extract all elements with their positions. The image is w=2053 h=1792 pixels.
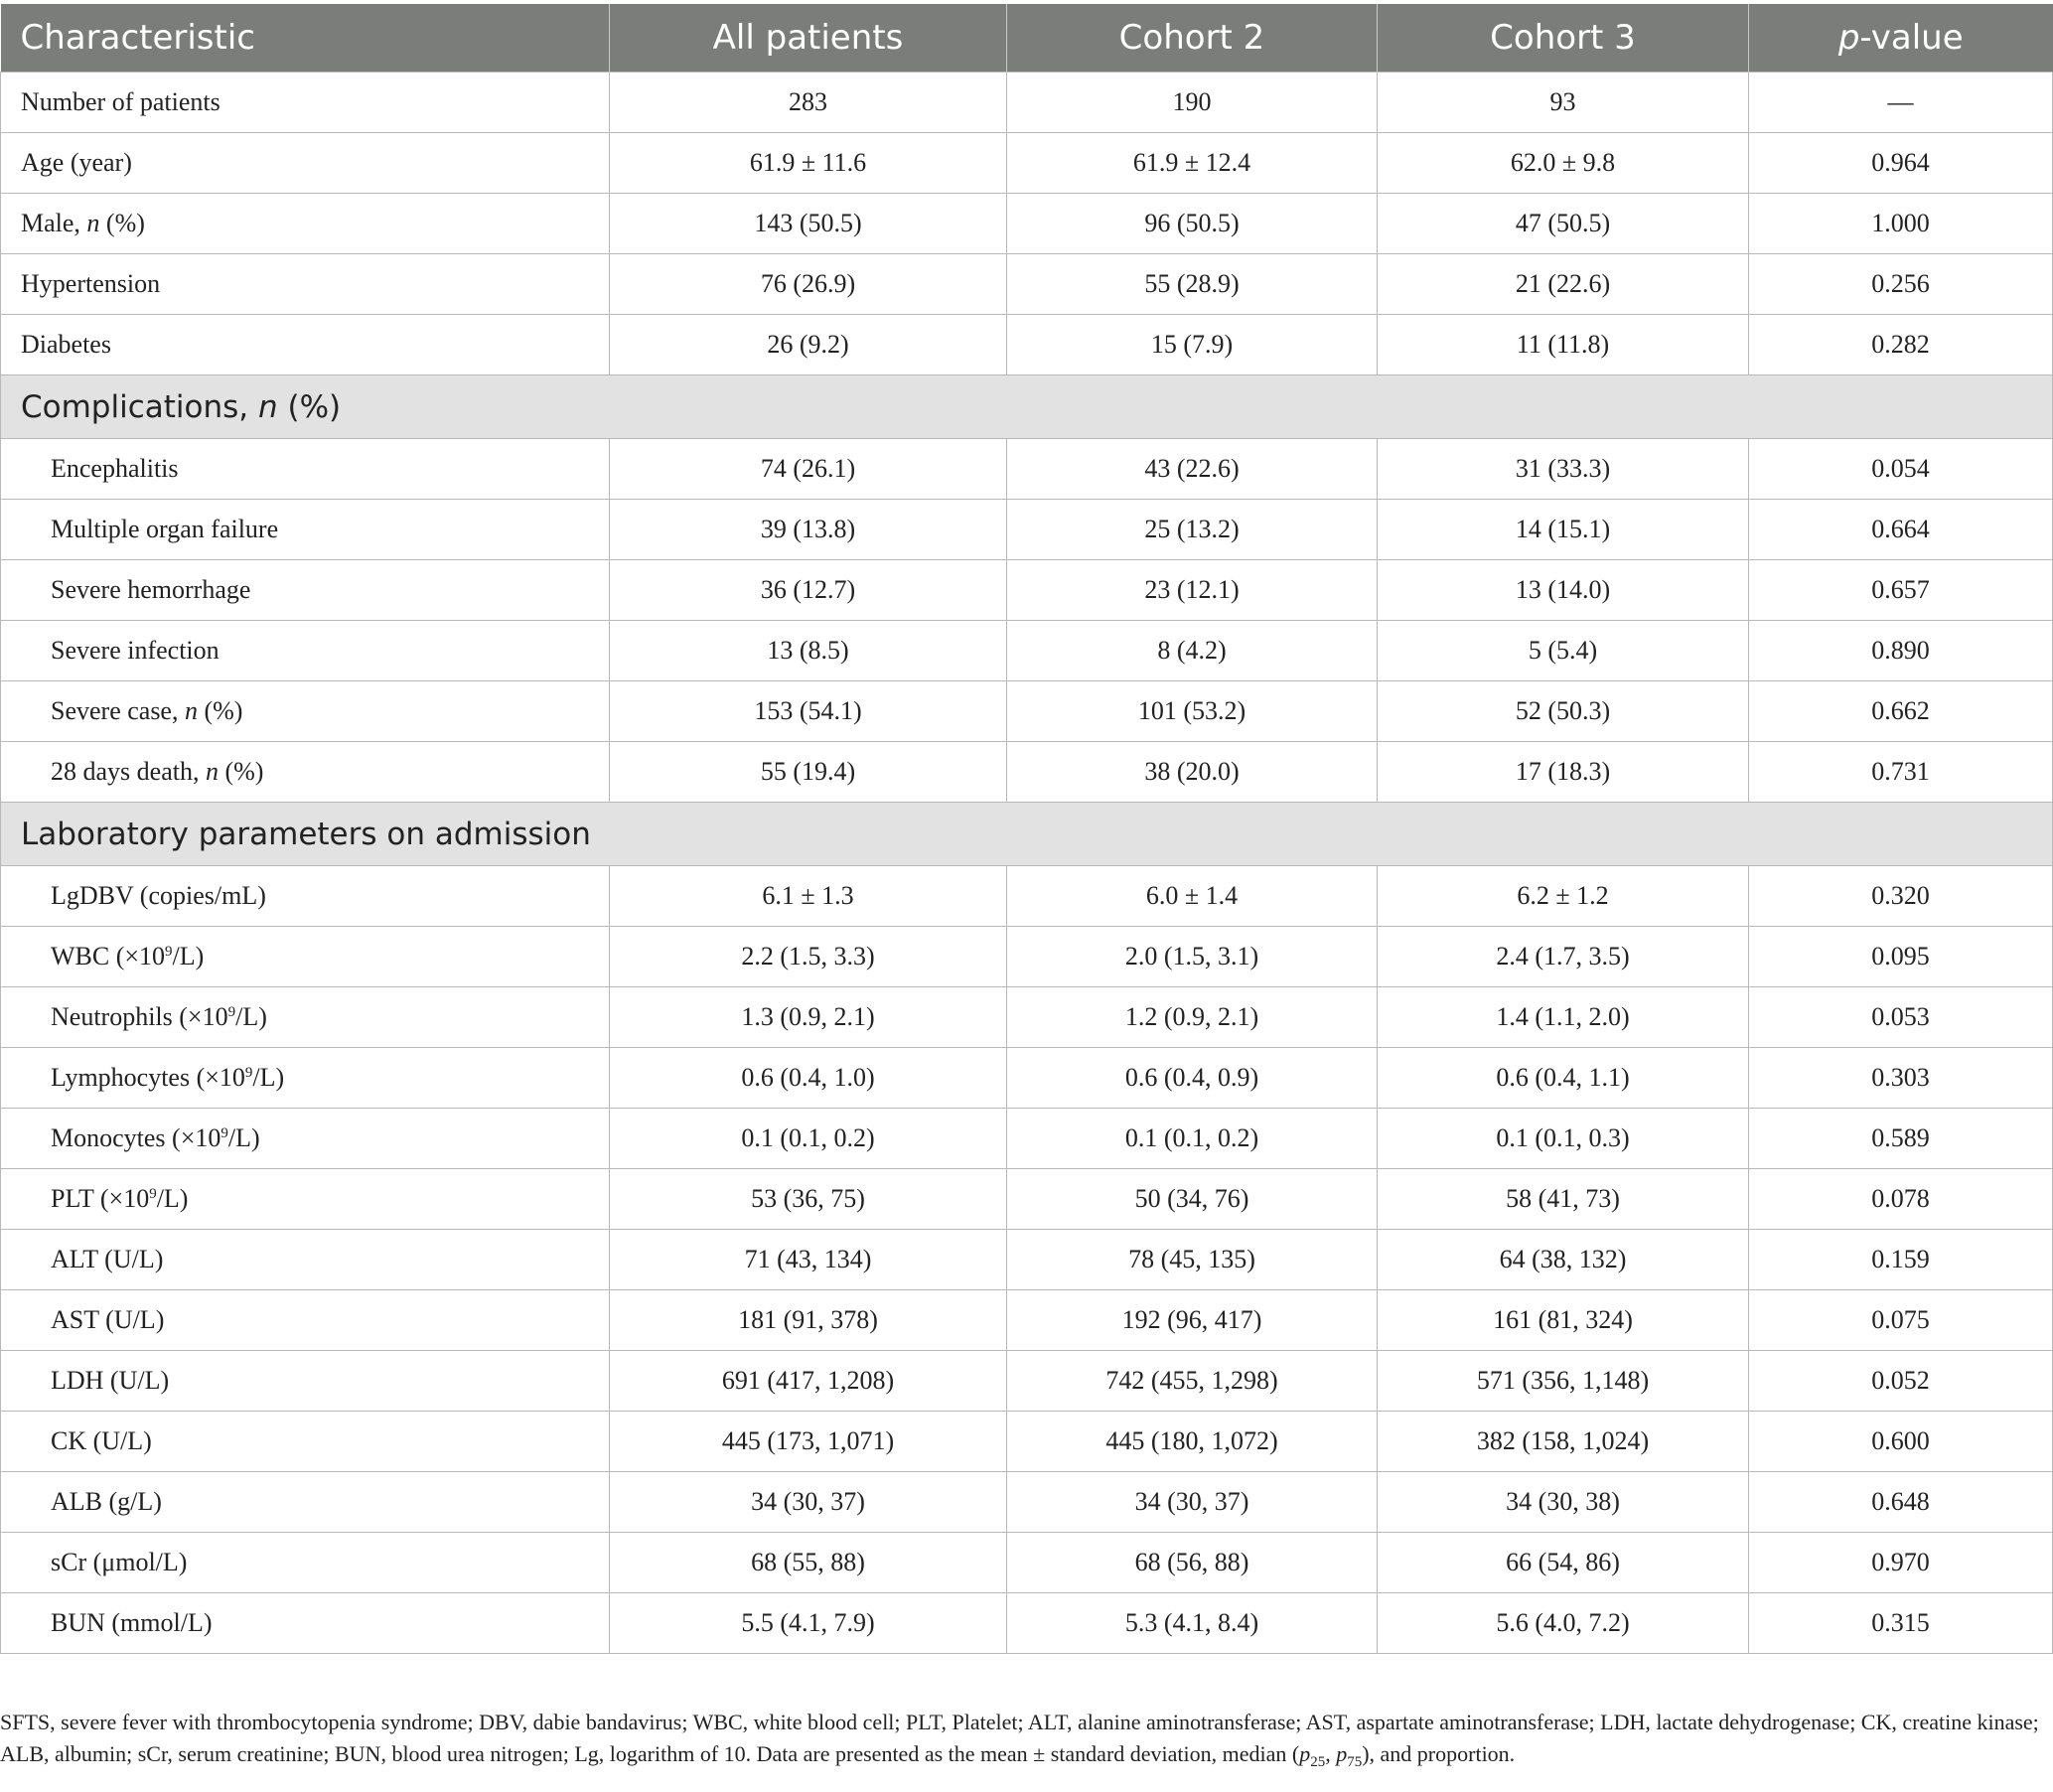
cell-all-patients: 76 (26.9)	[610, 254, 1007, 315]
cell-p-value: 0.589	[1749, 1109, 2053, 1169]
table-row	[1, 1412, 2053, 1472]
row-label	[1, 1412, 610, 1472]
table-row	[1, 621, 2053, 681]
row-label-suffix: (%)	[218, 757, 264, 786]
cell-p-value: 0.075	[1749, 1290, 2053, 1351]
row-label	[1, 1593, 610, 1654]
row-label-italic: n	[205, 757, 219, 786]
cell-cohort-2: 190	[1007, 73, 1378, 133]
cell-cohort-3: 47 (50.5)	[1378, 194, 1749, 254]
cell-all-patients: 71 (43, 134)	[610, 1230, 1007, 1290]
cell-cohort-3: 0.1 (0.1, 0.3)	[1378, 1109, 1749, 1169]
cell-cohort-3: 1.4 (1.1, 2.0)	[1378, 987, 1749, 1048]
row-label-text: Severe case,	[51, 696, 185, 725]
table-row	[1, 1230, 2053, 1290]
cell-cohort-2: 43 (22.6)	[1007, 439, 1378, 500]
row-label	[1, 439, 610, 500]
row-label-text: Multiple organ failure	[51, 515, 279, 543]
table-footnote	[0, 1707, 2046, 1770]
cell-p-value: —	[1749, 73, 2053, 133]
cell-cohort-3: 34 (30, 38)	[1378, 1472, 1749, 1533]
cell-cohort-3: 5 (5.4)	[1378, 621, 1749, 681]
cell-p-value: 0.662	[1749, 681, 2053, 742]
row-label-text: AST (U/L)	[51, 1305, 165, 1334]
cell-cohort-2: 5.3 (4.1, 8.4)	[1007, 1593, 1378, 1654]
cell-cohort-2: 38 (20.0)	[1007, 742, 1378, 803]
cell-cohort-2: 1.2 (0.9, 2.1)	[1007, 987, 1378, 1048]
table-row	[1, 500, 2053, 560]
cell-all-patients: 74 (26.1)	[610, 439, 1007, 500]
cell-cohort-3: 6.2 ± 1.2	[1378, 866, 1749, 927]
row-label-italic: n	[86, 209, 100, 237]
cell-cohort-3: 13 (14.0)	[1378, 560, 1749, 621]
row-label	[1, 1230, 610, 1290]
cell-cohort-3: 0.6 (0.4, 1.1)	[1378, 1048, 1749, 1109]
cell-all-patients: 5.5 (4.1, 7.9)	[610, 1593, 1007, 1654]
cell-all-patients: 1.3 (0.9, 2.1)	[610, 987, 1007, 1048]
cell-cohort-3: 382 (158, 1,024)	[1378, 1412, 1749, 1472]
cell-p-value: 0.282	[1749, 315, 2053, 375]
row-label-text: Neutrophils (×10	[51, 1002, 228, 1031]
characteristics-table	[0, 4, 2053, 1654]
row-label	[1, 1472, 610, 1533]
footnote-main: SFTS, severe fever with thrombocytopenia syndrome; DBV, dabie bandavirus; WBC, white blood cell; PLT, Platelet; ALT, alanine aminotransferase; AST, aspartate aminotransferase; LDH, lactate dehydrogenase; CK, creatine kinase; ALB, albumin; sCr, serum creatinine; BUN, blood urea nitrogen; Lg, logarithm of 10. Data are presented as the mean ± standard deviation, median (	[0, 1710, 2039, 1766]
section-row	[1, 803, 2053, 866]
row-label	[1, 1169, 610, 1230]
footnote-p75-symbol: p	[1336, 1741, 1348, 1766]
header-characteristic: Characteristic	[1, 4, 610, 73]
cell-p-value: 0.320	[1749, 866, 2053, 927]
footnote-sep: ,	[1325, 1741, 1337, 1766]
cell-all-patients: 283	[610, 73, 1007, 133]
cell-all-patients: 53 (36, 75)	[610, 1169, 1007, 1230]
cell-p-value: 0.315	[1749, 1593, 2053, 1654]
row-label-text: sCr (μmol/L)	[51, 1548, 188, 1576]
row-label-text: LgDBV (copies/mL)	[51, 881, 266, 910]
row-label	[1, 621, 610, 681]
cell-all-patients: 0.6 (0.4, 1.0)	[610, 1048, 1007, 1109]
section-complications-suffix: (%)	[277, 388, 342, 425]
row-label-text: Diabetes	[21, 330, 111, 359]
row-label	[1, 742, 610, 803]
cell-cohort-3: 11 (11.8)	[1378, 315, 1749, 375]
row-label	[1, 681, 610, 742]
cell-p-value: 0.078	[1749, 1169, 2053, 1230]
row-label-text: BUN (mmol/L)	[51, 1608, 213, 1637]
row-label	[1, 1109, 610, 1169]
cell-all-patients: 61.9 ± 11.6	[610, 133, 1007, 194]
row-label	[1, 866, 610, 927]
table-row	[1, 1169, 2053, 1230]
table-row	[1, 1351, 2053, 1412]
cell-cohort-2: 61.9 ± 12.4	[1007, 133, 1378, 194]
cell-cohort-2: 15 (7.9)	[1007, 315, 1378, 375]
table-row	[1, 1290, 2053, 1351]
table-row	[1, 866, 2053, 927]
footnote-p75-sub: 75	[1347, 1754, 1363, 1770]
row-label-suffix: /L)	[235, 1002, 267, 1031]
section-complications-text: Complications,	[21, 388, 258, 425]
table-row	[1, 681, 2053, 742]
row-label-text: Encephalitis	[51, 454, 179, 483]
row-label	[1, 1533, 610, 1593]
row-label-text: Male,	[21, 209, 87, 237]
cell-p-value: 0.303	[1749, 1048, 2053, 1109]
cell-p-value: 0.970	[1749, 1533, 2053, 1593]
cell-cohort-2: 0.1 (0.1, 0.2)	[1007, 1109, 1378, 1169]
cell-cohort-3: 31 (33.3)	[1378, 439, 1749, 500]
row-label-superscript: 9	[165, 944, 173, 960]
cell-cohort-3: 161 (81, 324)	[1378, 1290, 1749, 1351]
cell-all-patients: 26 (9.2)	[610, 315, 1007, 375]
cell-all-patients: 36 (12.7)	[610, 560, 1007, 621]
cell-all-patients: 691 (417, 1,208)	[610, 1351, 1007, 1412]
cell-cohort-3: 571 (356, 1,148)	[1378, 1351, 1749, 1412]
table-row	[1, 1109, 2053, 1169]
table-row	[1, 315, 2053, 375]
cell-cohort-3: 62.0 ± 9.8	[1378, 133, 1749, 194]
cell-all-patients: 55 (19.4)	[610, 742, 1007, 803]
cell-all-patients: 39 (13.8)	[610, 500, 1007, 560]
cell-cohort-2: 6.0 ± 1.4	[1007, 866, 1378, 927]
cell-cohort-3: 21 (22.6)	[1378, 254, 1749, 315]
section-row	[1, 375, 2053, 439]
cell-p-value: 0.964	[1749, 133, 2053, 194]
cell-cohort-3: 52 (50.3)	[1378, 681, 1749, 742]
cell-cohort-3: 66 (54, 86)	[1378, 1533, 1749, 1593]
cell-p-value: 0.731	[1749, 742, 2053, 803]
table-row	[1, 194, 2053, 254]
header-cohort-3: Cohort 3	[1378, 4, 1749, 73]
table-row	[1, 73, 2053, 133]
row-label	[1, 194, 610, 254]
cell-all-patients: 68 (55, 88)	[610, 1533, 1007, 1593]
row-label	[1, 133, 610, 194]
row-label	[1, 73, 610, 133]
row-label-text: Monocytes (×10	[51, 1123, 221, 1152]
cell-cohort-3: 17 (18.3)	[1378, 742, 1749, 803]
footnote-p25-sub: 25	[1310, 1754, 1326, 1770]
row-label	[1, 1048, 610, 1109]
cell-p-value: 0.052	[1749, 1351, 2053, 1412]
cell-cohort-2: 445 (180, 1,072)	[1007, 1412, 1378, 1472]
row-label-text: Number of patients	[21, 87, 220, 116]
row-label	[1, 500, 610, 560]
cell-cohort-2: 23 (12.1)	[1007, 560, 1378, 621]
row-label-superscript: 9	[227, 1004, 236, 1020]
row-label-superscript: 9	[220, 1125, 228, 1141]
row-label-text: 28 days death,	[51, 757, 206, 786]
cell-cohort-2: 192 (96, 417)	[1007, 1290, 1378, 1351]
row-label	[1, 560, 610, 621]
table-row	[1, 133, 2053, 194]
header-row	[1, 4, 2053, 73]
section-laboratory-text: Laboratory parameters on admission	[21, 816, 591, 852]
cell-p-value: 0.159	[1749, 1230, 2053, 1290]
cell-cohort-2: 8 (4.2)	[1007, 621, 1378, 681]
row-label-text: ALT (U/L)	[51, 1245, 164, 1273]
cell-all-patients: 6.1 ± 1.3	[610, 866, 1007, 927]
table-row	[1, 254, 2053, 315]
cell-p-value: 0.664	[1749, 500, 2053, 560]
row-label-suffix: /L)	[227, 1123, 260, 1152]
cell-cohort-2: 101 (53.2)	[1007, 681, 1378, 742]
section-complications	[1, 375, 2053, 439]
cell-all-patients: 34 (30, 37)	[610, 1472, 1007, 1533]
cell-cohort-2: 2.0 (1.5, 3.1)	[1007, 927, 1378, 987]
header-p-suffix: -value	[1859, 18, 1964, 58]
cell-cohort-2: 96 (50.5)	[1007, 194, 1378, 254]
row-label-text: Lymphocytes (×10	[51, 1063, 245, 1092]
cell-all-patients: 0.1 (0.1, 0.2)	[610, 1109, 1007, 1169]
row-label	[1, 987, 610, 1048]
row-label-suffix: (%)	[197, 696, 243, 725]
table-row	[1, 987, 2053, 1048]
cell-cohort-3: 93	[1378, 73, 1749, 133]
cell-p-value: 0.890	[1749, 621, 2053, 681]
cell-cohort-2: 742 (455, 1,298)	[1007, 1351, 1378, 1412]
table-row	[1, 439, 2053, 500]
table-row	[1, 927, 2053, 987]
row-label-text: Hypertension	[21, 269, 161, 298]
cell-all-patients: 2.2 (1.5, 3.3)	[610, 927, 1007, 987]
row-label-suffix: /L)	[252, 1063, 285, 1092]
row-label-text: Severe hemorrhage	[51, 575, 251, 604]
table-row	[1, 560, 2053, 621]
table-row	[1, 1472, 2053, 1533]
cell-cohort-2: 55 (28.9)	[1007, 254, 1378, 315]
cell-all-patients: 13 (8.5)	[610, 621, 1007, 681]
row-label	[1, 254, 610, 315]
row-label	[1, 927, 610, 987]
row-label-text: PLT (×10	[51, 1184, 150, 1213]
cell-all-patients: 153 (54.1)	[610, 681, 1007, 742]
cell-p-value: 0.657	[1749, 560, 2053, 621]
row-label-text: WBC (×10	[51, 942, 166, 971]
cell-all-patients: 445 (173, 1,071)	[610, 1412, 1007, 1472]
row-label-text: Age (year)	[21, 148, 132, 177]
cell-cohort-2: 34 (30, 37)	[1007, 1472, 1378, 1533]
row-label-suffix: /L)	[172, 942, 205, 971]
table-row	[1, 1048, 2053, 1109]
cell-p-value: 0.600	[1749, 1412, 2053, 1472]
cell-cohort-2: 68 (56, 88)	[1007, 1533, 1378, 1593]
header-p-value	[1749, 4, 2053, 73]
table-row	[1, 742, 2053, 803]
row-label-text: CK (U/L)	[51, 1426, 152, 1455]
row-label-text: Severe infection	[51, 636, 220, 665]
cell-p-value: 0.095	[1749, 927, 2053, 987]
table-row	[1, 1533, 2053, 1593]
cell-cohort-3: 64 (38, 132)	[1378, 1230, 1749, 1290]
cell-cohort-3: 14 (15.1)	[1378, 500, 1749, 560]
row-label-suffix: /L)	[156, 1184, 189, 1213]
cell-cohort-2: 78 (45, 135)	[1007, 1230, 1378, 1290]
cell-cohort-2: 25 (13.2)	[1007, 500, 1378, 560]
row-label	[1, 315, 610, 375]
cell-p-value: 0.054	[1749, 439, 2053, 500]
row-label	[1, 1290, 610, 1351]
header-cohort-2: Cohort 2	[1007, 4, 1378, 73]
footnote-p25-symbol: p	[1299, 1741, 1311, 1766]
cell-p-value: 0.053	[1749, 987, 2053, 1048]
section-laboratory	[1, 803, 2053, 866]
row-label-superscript: 9	[149, 1186, 157, 1202]
cell-p-value: 0.256	[1749, 254, 2053, 315]
row-label-italic: n	[184, 696, 198, 725]
row-label-superscript: 9	[244, 1065, 253, 1081]
footnote-end: ), and proportion.	[1362, 1741, 1516, 1766]
cell-cohort-3: 2.4 (1.7, 3.5)	[1378, 927, 1749, 987]
row-label-suffix: (%)	[99, 209, 145, 237]
row-label-text: ALB (g/L)	[51, 1487, 162, 1516]
table-body	[1, 73, 2053, 1654]
cell-cohort-3: 5.6 (4.0, 7.2)	[1378, 1593, 1749, 1654]
cell-all-patients: 181 (91, 378)	[610, 1290, 1007, 1351]
cell-cohort-2: 0.6 (0.4, 0.9)	[1007, 1048, 1378, 1109]
cell-cohort-3: 58 (41, 73)	[1378, 1169, 1749, 1230]
table-wrapper	[0, 4, 2053, 1654]
cell-p-value: 1.000	[1749, 194, 2053, 254]
table-row	[1, 1593, 2053, 1654]
cell-cohort-2: 50 (34, 76)	[1007, 1169, 1378, 1230]
section-complications-italic: n	[258, 388, 278, 425]
cell-all-patients: 143 (50.5)	[610, 194, 1007, 254]
cell-p-value: 0.648	[1749, 1472, 2053, 1533]
row-label	[1, 1351, 610, 1412]
header-all-patients: All patients	[610, 4, 1007, 73]
header-p-italic: p	[1837, 18, 1860, 58]
row-label-text: LDH (U/L)	[51, 1366, 170, 1395]
